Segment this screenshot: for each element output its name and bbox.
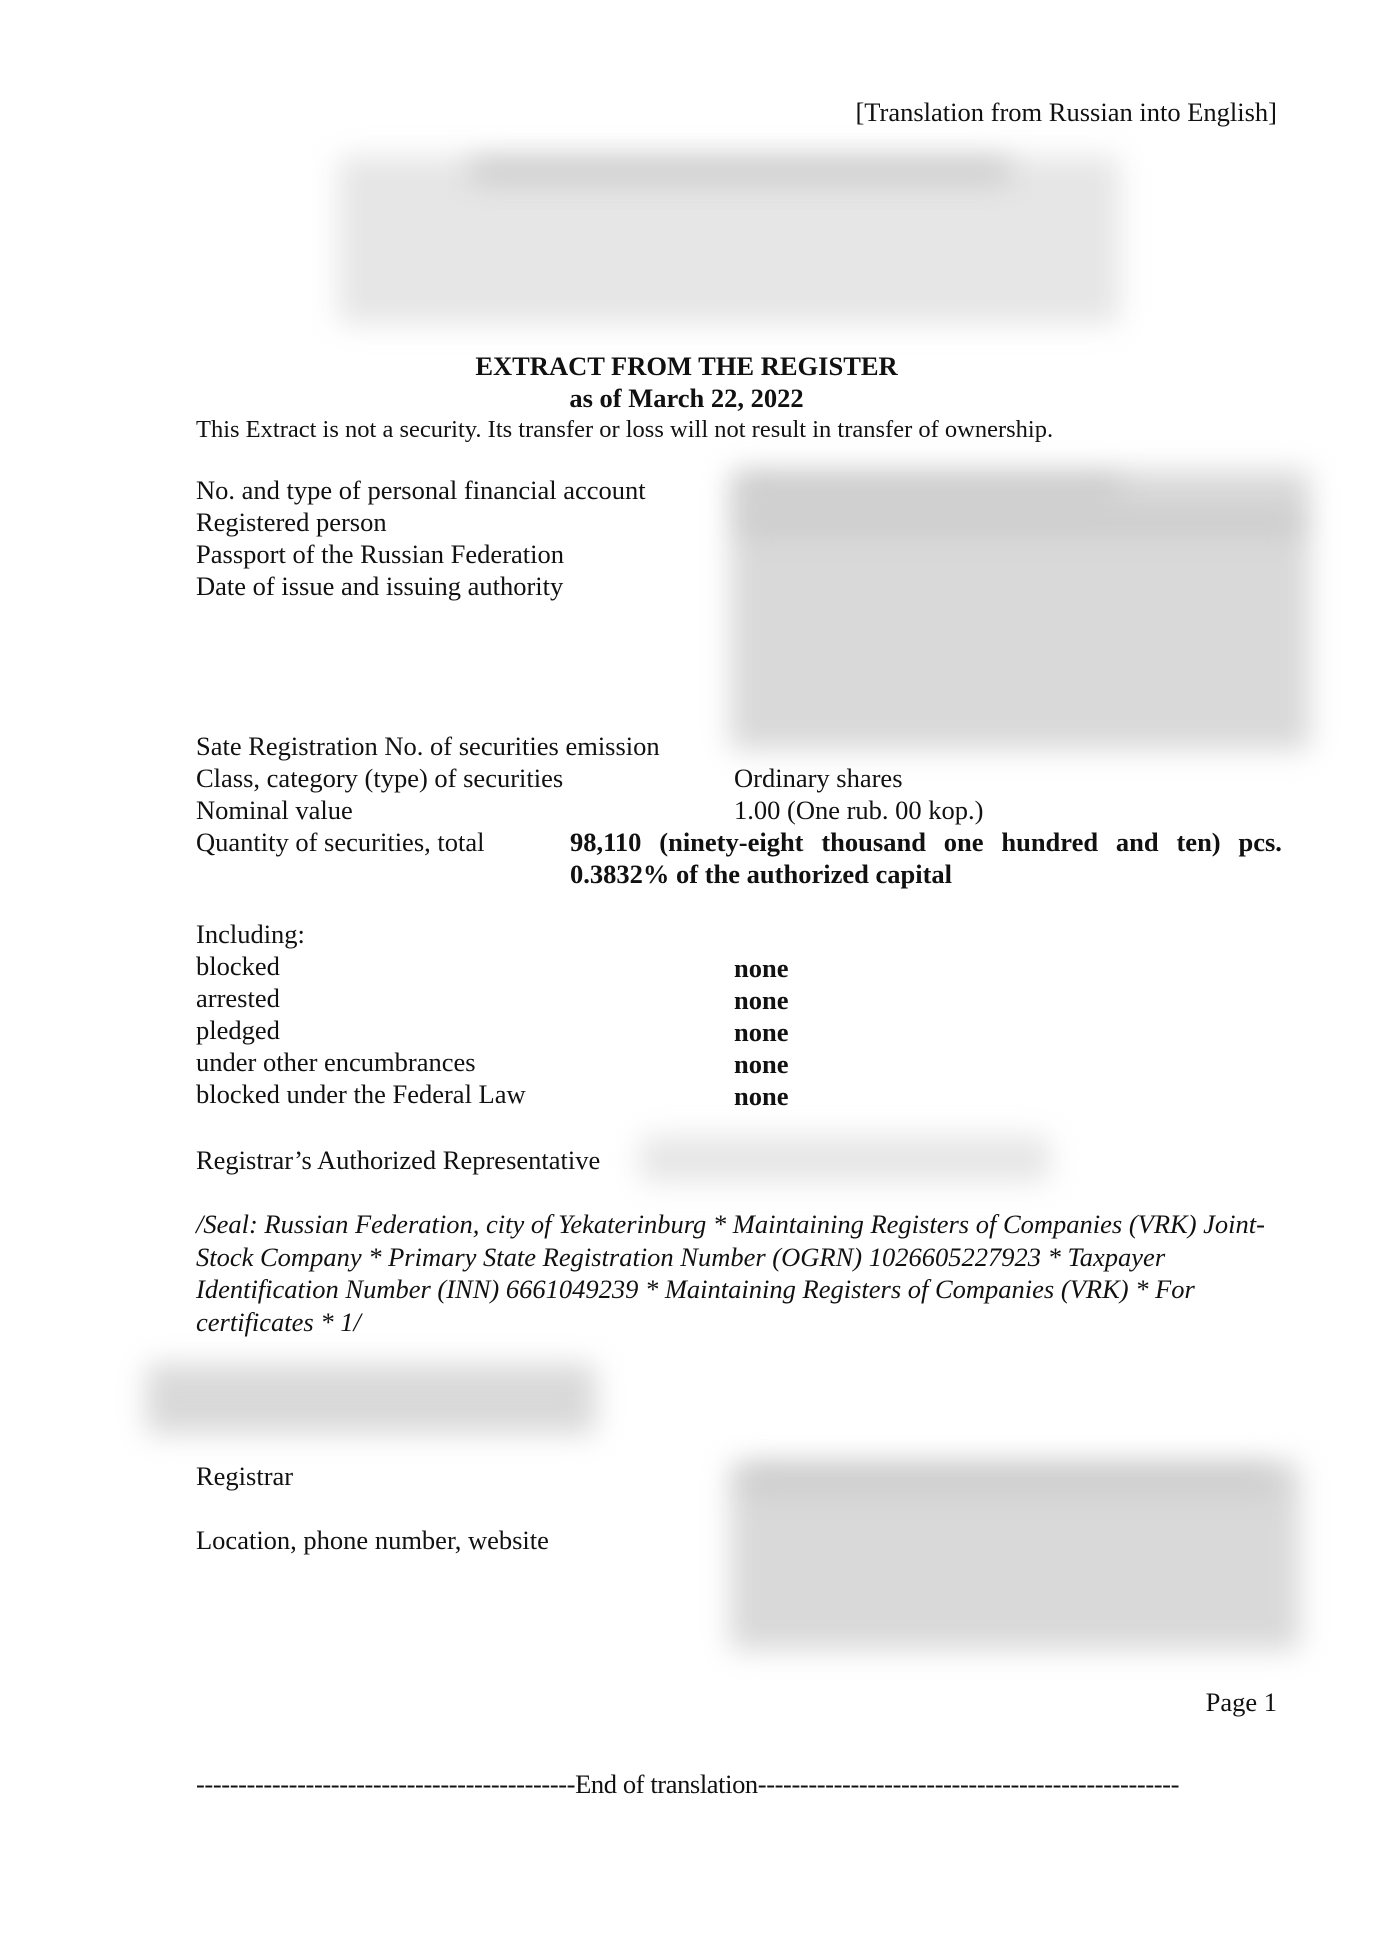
issue-date-label: Date of issue and issuing authority: [196, 571, 564, 601]
securities-class-value: Ordinary shares: [734, 763, 903, 793]
encumbrance-value: none: [734, 1081, 789, 1111]
seal-description: /Seal: Russian Federation, city of Yekaterinburg * Maintaining Registers of Companies (VRK) Joint-Stock Company * Primary State Registration Number (OGRN) 1026605227923 * Taxpayer Identification Number (INN) 6661049239 * Maintaining Registers of Companies (VRK) * For certificates * 1/: [196, 1209, 1265, 1337]
quantity-label: Quantity of securities, total: [196, 827, 485, 857]
document-title: EXTRACT FROM THE REGISTER: [475, 351, 898, 381]
end-of-translation: ---------------------------------------------End of translation--------------------------------------------------: [196, 1769, 1180, 1799]
encumbrance-value: none: [734, 953, 789, 983]
encumbrance-label: blocked: [196, 951, 280, 981]
redacted-person-line: [740, 512, 1300, 532]
representative-label: Registrar’s Authorized Representative: [196, 1145, 601, 1175]
nominal-value-label: Nominal value: [196, 795, 353, 825]
quantity-word: ten): [1176, 827, 1221, 857]
quantity-line-1: [570, 826, 1282, 858]
securities-class-label: Class, category (type) of securities: [196, 763, 564, 793]
redacted-signature: [146, 1364, 596, 1434]
encumbrance-label: under other encumbrances: [196, 1047, 476, 1077]
redacted-registrar-line: [744, 1470, 1274, 1490]
quantity-word: thousand: [821, 827, 926, 857]
encumbrance-value: none: [734, 985, 789, 1015]
encumbrance-label: blocked under the Federal Law: [196, 1079, 526, 1109]
including-heading: Including:: [196, 919, 305, 949]
quantity-share-percent: 0.3832% of the authorized capital: [570, 859, 953, 889]
passport-label: Passport of the Russian Federation: [196, 539, 565, 569]
quantity-word: pcs.: [1238, 827, 1282, 857]
encumbrance-value: none: [734, 1049, 789, 1079]
translation-note: [Translation from Russian into English]: [855, 97, 1277, 127]
redacted-representative-name: [640, 1136, 1050, 1182]
encumbrance-label: pledged: [196, 1015, 280, 1045]
quantity-word: (ninety-eight: [659, 827, 804, 857]
location-label: Location, phone number, website: [196, 1525, 549, 1555]
page-number: Page 1: [1205, 1687, 1277, 1717]
quantity-word: hundred: [1001, 827, 1099, 857]
quantity-word: and: [1115, 827, 1159, 857]
redacted-account-line: [740, 480, 1120, 500]
quantity-value: [570, 826, 1282, 890]
quantity-word: one: [943, 827, 984, 857]
registered-person-label: Registered person: [196, 507, 387, 537]
disclaimer: This Extract is not a security. Its transfer or loss will not result in transfer of ownership.: [196, 416, 1054, 443]
registrar-label: Registrar: [196, 1461, 294, 1491]
nominal-value: 1.00 (One rub. 00 kop.): [734, 795, 984, 825]
redacted-letterhead-text: [470, 160, 1010, 182]
account-label: No. and type of personal financial account: [196, 475, 646, 505]
quantity-word: 98,110: [570, 827, 642, 857]
registration-number-label: Sate Registration No. of securities emission: [196, 731, 660, 761]
encumbrance-label: arrested: [196, 983, 280, 1013]
encumbrance-value: none: [734, 1017, 789, 1047]
document-date: as of March 22, 2022: [569, 383, 804, 413]
redacted-registrar-data: [730, 1462, 1300, 1650]
